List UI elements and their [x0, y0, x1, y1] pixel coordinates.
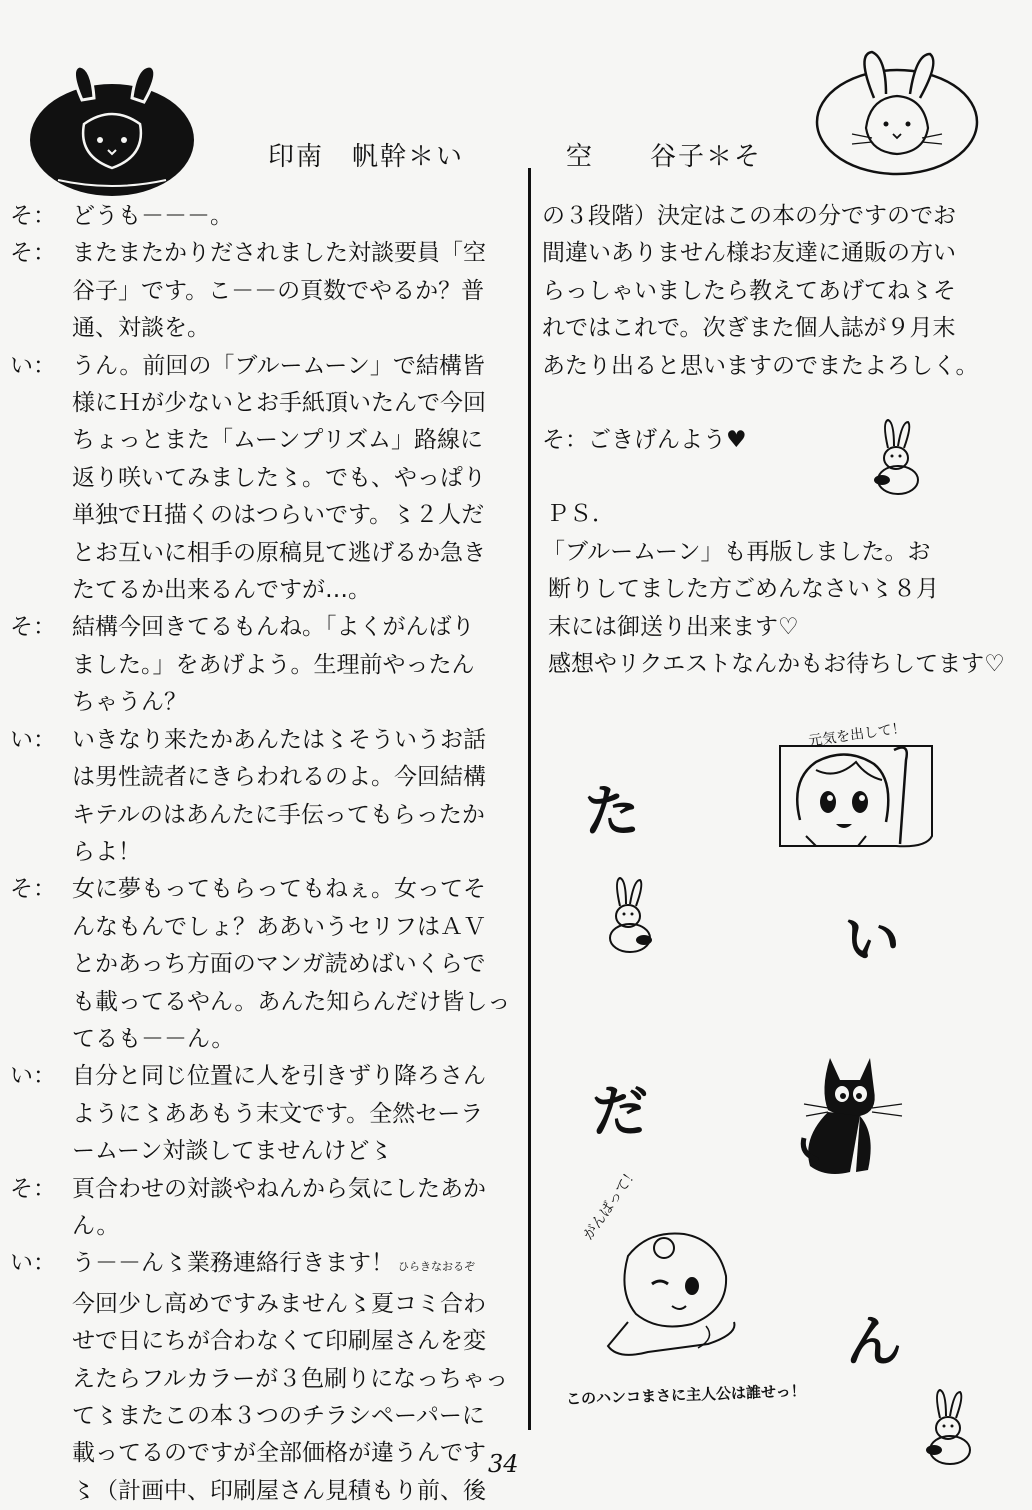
dialogue-line: いきなり来たかあんたは〻そういうお話: [72, 726, 486, 753]
speaker-label: い：: [10, 726, 56, 753]
dialogue-line: 通、対談を。: [72, 315, 210, 342]
dialogue-line: ちゃうん？: [72, 689, 187, 716]
ps-line: 「ブルームーン」も再版しました。お: [542, 538, 931, 565]
dialogue-line: ちょっとまた「ムーンプリズム」路線に: [72, 427, 484, 454]
dialogue-entry: [10, 1058, 515, 1170]
dialogue-line: 載ってるのですが全部価格が違うんです: [72, 1440, 486, 1467]
dialogue-line: んなもんでしょ？ああいうセリフはＡＶ: [72, 913, 486, 940]
paragraph-line: 間違いありません様お友達に通販の方い: [542, 240, 956, 267]
dialogue-entry: [10, 1171, 515, 1246]
dialogue-line: 〻（計画中、印刷屋さん見積もり前、後: [72, 1477, 486, 1504]
dialogue-line: どうも－－－。: [72, 203, 233, 229]
decorative-char: い: [844, 907, 900, 973]
speaker-label: そ：: [10, 203, 56, 229]
dialogue-line: 様にＨが少ないとお手紙頂いたんで今回: [72, 390, 486, 417]
small-rabbit-stamp-icon: [918, 1388, 978, 1468]
dialogue-entry: [10, 348, 515, 610]
dialogue-entry: [10, 198, 515, 235]
dialogue-line: うん。前回の「ブルームーン」で結構皆: [72, 352, 485, 379]
speech-bubble-top: 元気を出して！: [807, 720, 907, 750]
speaker-label: い：: [10, 1250, 56, 1277]
dialogue-line: えたらフルカラーが３色刷りになっちゃっ: [72, 1365, 509, 1392]
dark-rabbit-emblem-icon: [28, 60, 196, 200]
author-right-name: 空 谷子＊そ: [566, 142, 763, 172]
ps-line: 感想やリクエストなんかもお待ちしてます♡: [548, 651, 1005, 678]
dialogue-entry: [10, 235, 515, 347]
author-left-name: 印南 帆幹＊い: [268, 142, 465, 172]
black-cat-illustration: [798, 1050, 908, 1178]
dialogue-line: 返り咲いてみました〻。でも、やっぱり: [72, 464, 486, 491]
column-divider: [528, 168, 531, 1430]
dialogue-line: 単独でＨ描くのはつらいです。〻２人だ: [72, 502, 485, 529]
paragraph-line: の３段階）決定はこの本の分ですのでお: [542, 203, 956, 229]
dialogue-line: キテルのはあんたに手伝ってもらったか: [72, 801, 485, 828]
small-rabbit-stamp-icon: [598, 876, 660, 956]
dialogue-line: たてるか出来るんですが…。: [72, 577, 371, 604]
dialogue-line: 谷子」です。こ－－の頁数でやるか？普: [72, 277, 485, 304]
speaker-label: そ：: [10, 876, 56, 903]
paragraph-line: あたり出ると思いますのでまたよろしく。: [542, 352, 979, 379]
dialogue-line: 頁合わせの対談やねんから気にしたあか: [72, 1175, 486, 1202]
dialogue-entry: [10, 722, 515, 872]
dialogue-line: は男性読者にきらわれるのよ。今回結構: [72, 764, 486, 791]
paragraph-line: らっしゃいましたら教えてあげてね〻そ: [542, 277, 956, 304]
speech-bubble-bottom: がんばって！: [580, 1164, 642, 1243]
dialogue-entry: [10, 1245, 515, 1510]
speaker-label: い：: [10, 1063, 56, 1090]
dialogue-line: も載ってるやん。あんた知らんだけ皆しっ: [72, 988, 511, 1015]
text-column-right: [542, 198, 1022, 683]
speaker-label: そ：: [10, 1175, 56, 1202]
white-rabbit-emblem-icon: [812, 48, 982, 178]
decorative-char: た: [584, 779, 640, 845]
dialogue-line: 自分と同じ位置に人を引きずり降ろさん: [72, 1063, 486, 1090]
dialogue-line: ました。」をあげよう。生理前やったん: [72, 651, 475, 678]
dialogue-line: せで日にちが合わなくて印刷屋さんを変: [72, 1328, 486, 1355]
ps-line: 末には御送り出来ます♡: [548, 613, 799, 640]
dialogue-line: 結構今回きてるもんね。「よくがんばり: [72, 614, 475, 641]
dialogue-line: て〻またこの本３つのチラシペーパーに: [72, 1403, 485, 1429]
ps-label: ＰＳ．: [546, 501, 615, 528]
dialogue-line: またまたかりだされました対談要員「空: [72, 240, 486, 267]
decorative-char: ん: [846, 1309, 902, 1375]
dialogue-line: ように〻ああもう末文です。全然セーラ: [72, 1100, 484, 1127]
paragraph-line: れではこれで。次ぎまた個人誌が９月末: [542, 315, 956, 342]
page-number: 34: [488, 1450, 519, 1478]
small-aside-note: ひらきなおるぞ: [398, 1260, 475, 1274]
dialogue-line: てるも－－ん。: [72, 1025, 235, 1052]
speaker-label: そ：: [10, 240, 56, 267]
dialogue-line: ームーン対談してませんけど〻: [72, 1138, 393, 1165]
dialogue-line: う－－ん〻業務連絡行きます！: [72, 1250, 394, 1277]
dialogue-entry: [10, 871, 515, 1058]
dialogue-line: ん。: [72, 1212, 120, 1239]
dialogue-line: らよ！: [72, 838, 141, 865]
dialogue-column-left: [10, 198, 515, 1510]
speaker-label: い：: [10, 352, 56, 379]
closing-line: そ：ごきげんよう♥: [542, 427, 747, 454]
ps-line: 断りしてました方ごめんなさい〻８月: [548, 576, 939, 603]
dialogue-line: 今回少し高めですみません〻夏コミ合わ: [72, 1290, 486, 1317]
dialogue-line: とお互いに相手の原稿見て逃げるか急き: [72, 539, 486, 566]
decorative-char: だ: [592, 1079, 648, 1145]
small-rabbit-stamp-icon: [866, 418, 926, 496]
character-illustration-top: [776, 740, 936, 852]
dialogue-line: とかあっち方面のマンガ読めばいくらで: [72, 951, 486, 978]
dialogue-line: 女に夢もってもらってもねぇ。女ってそ: [72, 876, 486, 903]
stamp-caption: このハンコまさに主人公は誰せっ！: [565, 1381, 806, 1409]
dialogue-entry: [10, 609, 515, 721]
character-illustration-bottom: [588, 1226, 758, 1366]
speaker-label: そ：: [10, 614, 56, 641]
